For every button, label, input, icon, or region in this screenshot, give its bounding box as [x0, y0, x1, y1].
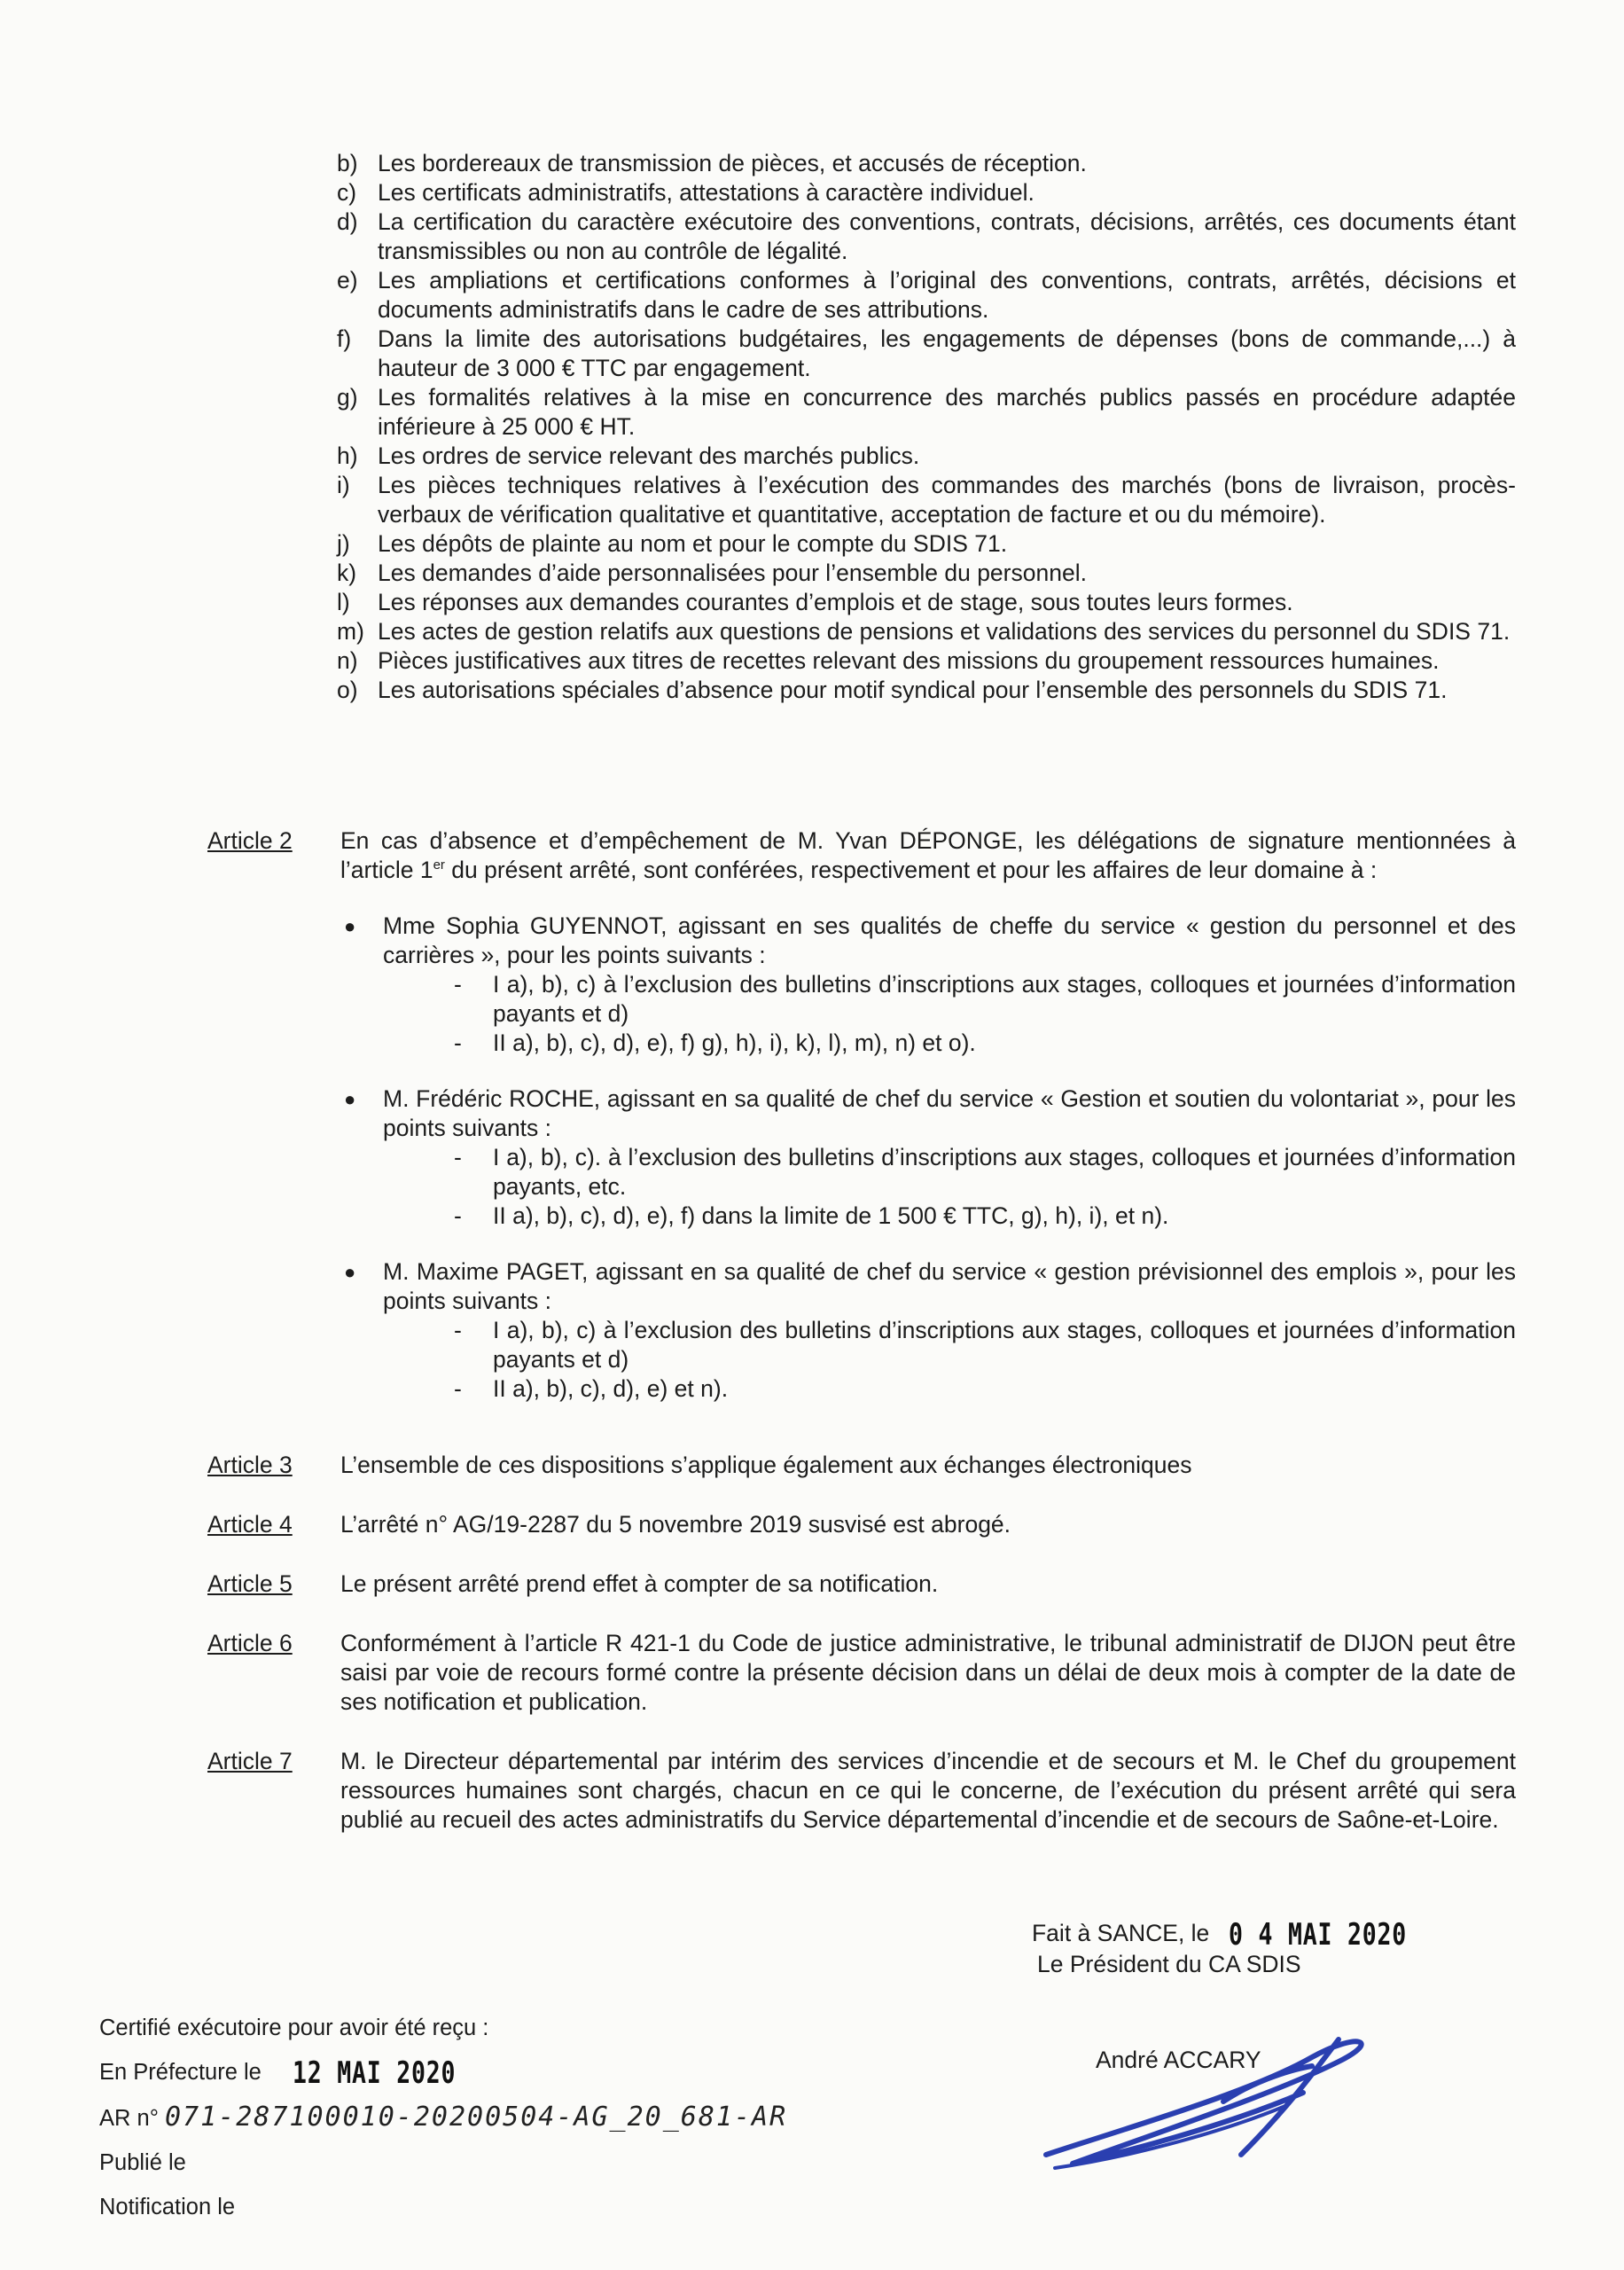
dash-marker: - — [454, 1202, 462, 1229]
list-item-label: c) — [337, 179, 357, 206]
delegate-point — [454, 1029, 1516, 1058]
list-item-label: d) — [337, 208, 358, 235]
delegate-point — [454, 1374, 1516, 1404]
article-label: Article 3 — [207, 1452, 293, 1478]
list-item-label: g) — [337, 384, 358, 411]
article-body: Le présent arrêté prend effet à compter de sa notification. — [340, 1570, 939, 1597]
ar-label: AR n° — [99, 2106, 159, 2131]
article-body: M. le Directeur départemental par intérim des services d’incendie et de secours et M. le Chef du groupement ressources humaines sont chargés, chacun en ce qui le concerne, de l’exécution du présent arrêté qui sera publié au recueil des actes administratifs du Service départemental d’incendie et de secours de Saône-et-Loire. — [340, 1748, 1516, 1833]
article-body — [340, 826, 1516, 1404]
list-item-label: l) — [337, 589, 350, 615]
signature-block — [1032, 1919, 1457, 1979]
list-item-text: Les demandes d’aide personnalisées pour l’ensemble du personnel. — [378, 560, 1087, 586]
list-item — [337, 559, 1516, 588]
intro-text: En cas d’absence et d’empêchement de M. Yvan DÉPONGE, les délégations de signature mentionnées à l’article 1 — [340, 827, 1516, 883]
article-body: Conformément à l’article R 421-1 du Code de justice administrative, le tribunal administratif de DIJON peut être saisi par voie de recours formé contre la présente décision dans un délai de deux mois à compter de la date de ses notification et publication. — [340, 1630, 1516, 1715]
list-item-label: b) — [337, 150, 358, 176]
notification-label: Notification le — [99, 2195, 236, 2219]
list-item-text: Les certificats administratifs, attestations à caractère individuel. — [378, 179, 1035, 206]
article-4 — [207, 1510, 1516, 1539]
delegate-text: Mme Sophia GUYENNOT, agissant en ses qualités de cheffe du service « gestion du personnel et des carrières », pour les points suivants : — [383, 912, 1516, 968]
certification-heading: Certifié exécutoire pour avoir été reçu : — [99, 2016, 489, 2040]
delegate-list — [340, 912, 1516, 1404]
article-label: Article 4 — [207, 1511, 293, 1538]
list-item-label: e) — [337, 267, 358, 294]
list-item-text: Les ordres de service relevant des marchés publics. — [378, 442, 920, 469]
signature-place: Fait à SANCE, le — [1032, 1920, 1210, 1946]
delegate-entry — [340, 912, 1516, 1058]
article-2 — [207, 826, 1516, 1404]
list-item-text: Les dépôts de plainte au nom et pour le compte du SDIS 71. — [378, 530, 1008, 557]
list-item — [337, 588, 1516, 617]
delegate-point — [454, 1202, 1516, 1231]
list-item-label: j) — [337, 530, 350, 557]
delegate-point-text: II a), b), c), d), e), f) dans la limite de 1 500 € TTC, g), h), i), et n). — [493, 1202, 1169, 1229]
article-body: L’arrêté n° AG/19-2287 du 5 novembre 2019 susvisé est abrogé. — [340, 1511, 1011, 1538]
list-item — [337, 266, 1516, 325]
list-item-label: h) — [337, 442, 358, 469]
intro-sup: er — [433, 857, 445, 873]
article-5 — [207, 1569, 1516, 1599]
delegate-text: M. Frédéric ROCHE, agissant en sa qualité de chef du service « Gestion et soutien du volontariat », pour les points suivants : — [383, 1085, 1516, 1141]
article-3 — [207, 1451, 1516, 1480]
article-label: Article 5 — [207, 1570, 293, 1597]
ar-number-handwritten: 071-287100010-20200504-AG_20_681-AR — [164, 2102, 788, 2133]
article-2-intro — [340, 826, 1516, 885]
list-item-text: Les formalités relatives à la mise en concurrence des marchés publics passés en procédure adaptée inférieure à 25 000 € HT. — [378, 384, 1516, 440]
dash-marker: - — [454, 971, 462, 998]
prefecture-label: En Préfecture le — [99, 2060, 262, 2085]
delegate-point-text: II a), b), c), d), e), f) g), h), i), k), l), m), n) et o). — [493, 1029, 976, 1056]
dash-marker: - — [454, 1317, 462, 1343]
list-item-text: La certification du caractère exécutoire des conventions, contrats, décisions, arrêtés, ces documents étant transmissibles ou non au contrôle de légalité. — [378, 208, 1516, 264]
bullet-icon: ● — [344, 915, 356, 937]
bullet-icon: ● — [344, 1088, 356, 1110]
article-6 — [207, 1629, 1516, 1717]
list-item-text: Les actes de gestion relatifs aux questions de pensions et validations des services du personnel du SDIS 71. — [378, 618, 1511, 645]
dash-marker: - — [454, 1375, 462, 1402]
list-item-label: k) — [337, 560, 357, 586]
published-label: Publié le — [99, 2150, 186, 2175]
list-item — [337, 471, 1516, 529]
list-item-text: Les ampliations et certifications conformes à l’original des conventions, contrats, arrêtés, décisions et documents administratifs dans le cadre de ses attributions. — [378, 267, 1516, 323]
list-item-text: Les réponses aux demandes courantes d’emplois et de stage, sous toutes leurs formes. — [378, 589, 1293, 615]
list-item — [337, 617, 1516, 646]
list-item-text: Pièces justificatives aux titres de recettes relevant des missions du groupement ressources humaines. — [378, 647, 1440, 674]
list-item — [337, 178, 1516, 207]
dash-marker: - — [454, 1144, 462, 1170]
delegate-point-text: I a), b), c) à l’exclusion des bulletins d’inscriptions aux stages, colloques et journées d’information payants et d) — [493, 1317, 1516, 1373]
article-7 — [207, 1747, 1516, 1835]
list-item — [337, 383, 1516, 442]
delegate-text: M. Maxime PAGET, agissant en sa qualité de chef du service « gestion prévisionnel des emplois », pour les points suivants : — [383, 1258, 1516, 1314]
certification-block — [99, 2006, 787, 2229]
delegate-point — [454, 1143, 1516, 1202]
list-item — [337, 325, 1516, 383]
list-item-label: f) — [337, 325, 352, 352]
delegate-point-text: I a), b), c). à l’exclusion des bulletins d’inscriptions aux stages, colloques et journées d’information payants, etc. — [493, 1144, 1516, 1200]
prefecture-date-stamp: 12 MAI 2020 — [293, 2055, 457, 2091]
list-item — [337, 529, 1516, 559]
delegate-point — [454, 1316, 1516, 1374]
signature-role: Le Président du CA SDIS — [1037, 1951, 1301, 1977]
list-item-label: n) — [337, 647, 358, 674]
list-item — [337, 149, 1516, 178]
list-item-text: Dans la limite des autorisations budgétaires, les engagements de dépenses (bons de commande,...) à hauteur de 3 000 € TTC par engagement. — [378, 325, 1516, 381]
list-item-text: Les pièces techniques relatives à l’exécution des commandes des marchés (bons de livraison, procès-verbaux de vérification qualitative et quantitative, acceptation de facture et ou du mémoire). — [378, 472, 1516, 528]
list-item — [337, 646, 1516, 676]
article-label: Article 7 — [207, 1748, 293, 1774]
article-label: Article 2 — [207, 827, 293, 854]
delegate-point-text: I a), b), c) à l’exclusion des bulletins d’inscriptions aux stages, colloques et journées d’information payants et d) — [493, 971, 1516, 1027]
intro-text-end: du présent arrêté, sont conférées, respectivement et pour les affaires de leur domaine à : — [444, 857, 1378, 883]
delegation-list — [337, 149, 1516, 705]
delegate-point — [454, 970, 1516, 1029]
signatory-name: André ACCARY — [1096, 2047, 1261, 2073]
bullet-icon: ● — [344, 1261, 356, 1283]
delegate-point-text: II a), b), c), d), e) et n). — [493, 1375, 729, 1402]
dash-marker: - — [454, 1029, 462, 1056]
list-item-label: i) — [337, 472, 350, 498]
list-item-label: o) — [337, 677, 358, 703]
delegate-entry — [340, 1257, 1516, 1404]
article-body: L’ensemble de ces dispositions s’applique également aux échanges électroniques — [340, 1452, 1192, 1478]
signature-date-stamp: 0 4 MAI 2020 — [1229, 1917, 1408, 1953]
list-item — [337, 207, 1516, 266]
handwritten-signature — [1019, 2022, 1409, 2181]
list-item-label: m) — [337, 618, 364, 645]
article-label: Article 6 — [207, 1630, 293, 1656]
list-item-text: Les autorisations spéciales d’absence pour motif syndical pour l’ensemble des personnels du SDIS 71. — [378, 677, 1448, 703]
list-item — [337, 442, 1516, 471]
list-item-text: Les bordereaux de transmission de pièces, et accusés de réception. — [378, 150, 1087, 176]
list-item — [337, 676, 1516, 705]
delegate-entry — [340, 1084, 1516, 1231]
